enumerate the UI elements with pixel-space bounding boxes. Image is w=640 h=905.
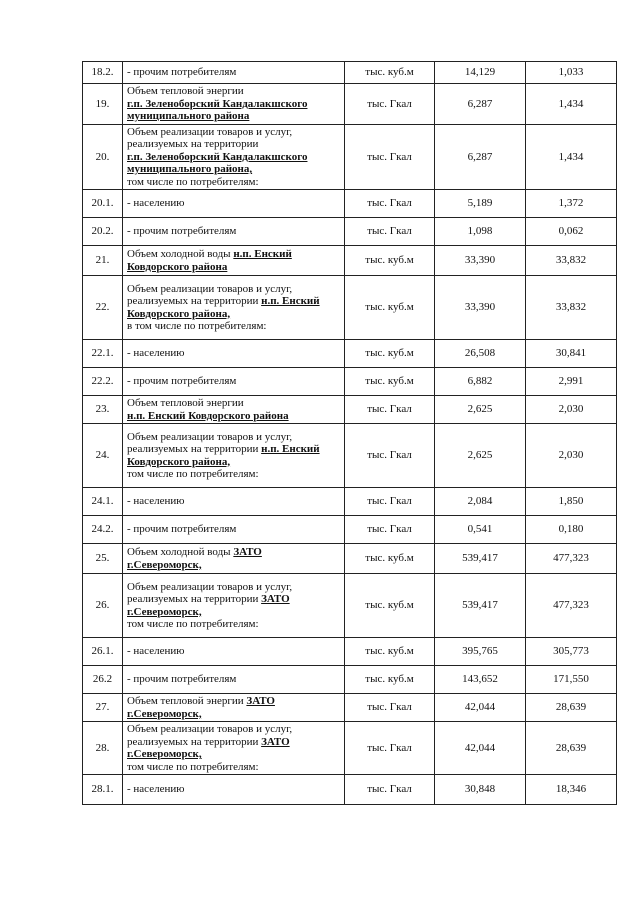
description-line [127, 375, 340, 388]
description-line [127, 85, 340, 98]
territory-name: н.п. Енский [233, 248, 292, 260]
value-cell-1: 42,044 [435, 722, 526, 775]
description-line [127, 431, 340, 444]
value-cell-1: 5,189 [435, 190, 526, 218]
description-line [127, 397, 340, 410]
unit-cell: тыс. куб.м [345, 666, 435, 694]
row-description [123, 722, 345, 775]
row-number: 26.1. [83, 638, 123, 666]
row-description [123, 488, 345, 516]
value-cell-2: 305,773 [526, 638, 617, 666]
row-number: 24.1. [83, 488, 123, 516]
row-number: 22. [83, 276, 123, 340]
description-text: Объем реализации товаров и услуг, [127, 125, 293, 138]
row-description [123, 246, 345, 276]
description-text: Объем реализации товаров и услуг, [127, 580, 293, 593]
description-line [127, 456, 340, 469]
unit-cell: тыс. Гкал [345, 396, 435, 424]
value-cell-2: 33,832 [526, 276, 617, 340]
row-number: 20. [83, 124, 123, 190]
description-line [127, 761, 340, 774]
table-row [83, 276, 617, 340]
row-description [123, 574, 345, 638]
territory-name: г.п. Зеленоборский Кандалакшского [127, 150, 308, 163]
value-cell-2: 1,434 [526, 84, 617, 125]
unit-cell: тыс. Гкал [345, 775, 435, 805]
row-description [123, 218, 345, 246]
row-number: 22.1. [83, 340, 123, 368]
territory-name: ЗАТО [261, 735, 290, 748]
description-text: реализуемых на территории [127, 443, 262, 455]
table-row [83, 62, 617, 84]
description-line [127, 225, 340, 238]
description-line [127, 581, 340, 594]
territory-name: н.п. Енский [261, 443, 320, 455]
description-line [127, 695, 340, 708]
description-line [127, 295, 340, 308]
description-line [127, 283, 340, 296]
territory-name: г.Североморск, [127, 707, 202, 720]
value-cell-2: 30,841 [526, 340, 617, 368]
territory-name: Ковдорского района, [127, 455, 231, 468]
description-text: Объем тепловой энергии [127, 397, 244, 409]
row-description [123, 340, 345, 368]
description-text: Объем реализации товаров и услуг, [127, 723, 293, 735]
row-description [123, 84, 345, 125]
territory-name: г.Североморск, [127, 748, 202, 760]
description-text: Объем реализации товаров и услуг, [127, 282, 293, 295]
value-cell-1: 26,508 [435, 340, 526, 368]
description-text: Объем реализации товаров и услуг, [127, 430, 293, 443]
table-row [83, 424, 617, 488]
row-number: 18.2. [83, 62, 123, 84]
table-body [83, 62, 617, 805]
row-description [123, 424, 345, 488]
value-cell-2: 477,323 [526, 574, 617, 638]
row-number: 20.2. [83, 218, 123, 246]
description-text: том числе по потребителям: [127, 468, 259, 480]
territory-name: н.п. Енский Ковдорского района [127, 409, 289, 422]
description-text: - прочим потребителям [127, 523, 237, 536]
table-row [83, 340, 617, 368]
description-text: - населению [127, 197, 185, 210]
description-text: - населению [127, 347, 185, 360]
value-cell-2: 28,639 [526, 722, 617, 775]
territory-name: Ковдорского района [127, 260, 228, 273]
table-row [83, 218, 617, 246]
description-text: реализуемых на территории [127, 593, 262, 605]
description-line [127, 176, 340, 189]
value-cell-2: 28,639 [526, 694, 617, 722]
value-cell-1: 1,098 [435, 218, 526, 246]
unit-cell: тыс. Гкал [345, 190, 435, 218]
row-description [123, 276, 345, 340]
unit-cell: тыс. куб.м [345, 246, 435, 276]
row-description [123, 694, 345, 722]
territory-name: г.Североморск, [127, 605, 202, 618]
description-line [127, 163, 340, 176]
row-number: 27. [83, 694, 123, 722]
unit-cell: тыс. Гкал [345, 722, 435, 775]
description-text: Объем холодной воды [127, 248, 234, 260]
table-row [83, 246, 617, 276]
table-row [83, 722, 617, 775]
description-text: - прочим потребителям [127, 375, 237, 388]
unit-cell: тыс. куб.м [345, 368, 435, 396]
description-text: в том числе по потребителям: [127, 320, 267, 332]
table-row [83, 544, 617, 574]
description-line [127, 673, 340, 686]
row-description [123, 544, 345, 574]
row-number: 28. [83, 722, 123, 775]
value-cell-1: 0,541 [435, 516, 526, 544]
unit-cell: тыс. куб.м [345, 340, 435, 368]
table-row [83, 638, 617, 666]
description-text: Объем тепловой энергии [127, 695, 247, 707]
row-number: 22.2. [83, 368, 123, 396]
value-cell-2: 477,323 [526, 544, 617, 574]
value-cell-1: 395,765 [435, 638, 526, 666]
unit-cell: тыс. Гкал [345, 516, 435, 544]
description-line [127, 261, 340, 274]
description-line [127, 66, 340, 79]
description-text: - прочим потребителям [127, 66, 237, 79]
row-number: 19. [83, 84, 123, 125]
unit-cell: тыс. Гкал [345, 424, 435, 488]
territory-name: ЗАТО [246, 695, 275, 707]
description-line [127, 347, 340, 360]
description-line [127, 748, 340, 761]
value-cell-2: 1,434 [526, 124, 617, 190]
description-line [127, 523, 340, 536]
value-cell-1: 30,848 [435, 775, 526, 805]
value-cell-2: 171,550 [526, 666, 617, 694]
description-line [127, 126, 340, 139]
value-cell-2: 2,030 [526, 396, 617, 424]
table-row [83, 368, 617, 396]
unit-cell: тыс. куб.м [345, 62, 435, 84]
territory-name: Ковдорского района, [127, 307, 231, 320]
unit-cell: тыс. Гкал [345, 694, 435, 722]
value-cell-2: 2,991 [526, 368, 617, 396]
data-table [82, 61, 617, 805]
value-cell-1: 6,287 [435, 124, 526, 190]
row-description [123, 368, 345, 396]
territory-name: н.п. Енский [261, 295, 320, 307]
unit-cell: тыс. Гкал [345, 488, 435, 516]
unit-cell: тыс. куб.м [345, 544, 435, 574]
row-number: 20.1. [83, 190, 123, 218]
value-cell-2: 0,180 [526, 516, 617, 544]
value-cell-1: 2,625 [435, 424, 526, 488]
description-text: - населению [127, 495, 185, 508]
description-text: Объем холодной воды [127, 546, 234, 558]
description-line [127, 468, 340, 481]
value-cell-1: 6,882 [435, 368, 526, 396]
table-row [83, 190, 617, 218]
row-description [123, 124, 345, 190]
description-text: - прочим потребителям [127, 673, 237, 686]
description-line [127, 495, 340, 508]
value-cell-1: 2,084 [435, 488, 526, 516]
description-line [127, 138, 340, 151]
table-row [83, 574, 617, 638]
row-description [123, 666, 345, 694]
value-cell-2: 18,346 [526, 775, 617, 805]
description-line [127, 618, 340, 631]
row-number: 25. [83, 544, 123, 574]
description-text: Объем тепловой энергии [127, 85, 244, 97]
description-line [127, 559, 340, 572]
description-text: - населению [127, 783, 185, 796]
description-line [127, 708, 340, 721]
value-cell-1: 2,625 [435, 396, 526, 424]
description-line [127, 606, 340, 619]
table-row [83, 694, 617, 722]
value-cell-1: 33,390 [435, 276, 526, 340]
territory-name: г.Североморск, [127, 558, 202, 571]
unit-cell: тыс. Гкал [345, 84, 435, 125]
row-description [123, 516, 345, 544]
description-text: - прочим потребителям [127, 225, 237, 238]
table-row [83, 124, 617, 190]
territory-name: муниципального района, [127, 163, 253, 175]
description-text: том числе по потребителям: [127, 175, 259, 188]
description-line [127, 546, 340, 559]
value-cell-2: 1,850 [526, 488, 617, 516]
territory-name: ЗАТО [233, 546, 262, 558]
table-row [83, 666, 617, 694]
value-cell-1: 14,129 [435, 62, 526, 84]
table-row [83, 396, 617, 424]
description-line [127, 320, 340, 333]
value-cell-1: 42,044 [435, 694, 526, 722]
row-number: 28.1. [83, 775, 123, 805]
unit-cell: тыс. куб.м [345, 276, 435, 340]
value-cell-1: 143,652 [435, 666, 526, 694]
value-cell-2: 1,372 [526, 190, 617, 218]
value-cell-1: 33,390 [435, 246, 526, 276]
description-text: реализуемых на территории [127, 735, 262, 748]
description-text: - населению [127, 645, 185, 658]
value-cell-2: 0,062 [526, 218, 617, 246]
row-description [123, 396, 345, 424]
table-row [83, 516, 617, 544]
description-text: том числе по потребителям: [127, 618, 259, 630]
value-cell-2: 1,033 [526, 62, 617, 84]
description-line [127, 410, 340, 423]
description-line [127, 593, 340, 606]
row-description [123, 638, 345, 666]
description-line [127, 443, 340, 456]
row-number: 24.2. [83, 516, 123, 544]
description-text: реализуемых на территории [127, 138, 259, 150]
row-number: 23. [83, 396, 123, 424]
unit-cell: тыс. куб.м [345, 574, 435, 638]
table-row [83, 488, 617, 516]
description-text: реализуемых на территории [127, 295, 262, 307]
row-number: 26. [83, 574, 123, 638]
territory-name: г.п. Зеленоборский Кандалакшского [127, 97, 308, 110]
description-line [127, 308, 340, 321]
row-number: 24. [83, 424, 123, 488]
value-cell-1: 539,417 [435, 544, 526, 574]
row-description [123, 62, 345, 84]
unit-cell: тыс. Гкал [345, 218, 435, 246]
territory-name: ЗАТО [261, 593, 290, 605]
description-line [127, 110, 340, 123]
description-line [127, 151, 340, 164]
description-line [127, 645, 340, 658]
row-description [123, 190, 345, 218]
description-line [127, 248, 340, 261]
description-line [127, 98, 340, 111]
unit-cell: тыс. куб.м [345, 638, 435, 666]
value-cell-1: 6,287 [435, 84, 526, 125]
description-line [127, 197, 340, 210]
description-line [127, 783, 340, 796]
territory-name: муниципального района [127, 110, 250, 122]
table-row [83, 84, 617, 125]
value-cell-2: 33,832 [526, 246, 617, 276]
description-line [127, 723, 340, 736]
value-cell-2: 2,030 [526, 424, 617, 488]
description-text: том числе по потребителям: [127, 760, 259, 773]
unit-cell: тыс. Гкал [345, 124, 435, 190]
description-line [127, 736, 340, 749]
table-row [83, 775, 617, 805]
row-number: 26.2 [83, 666, 123, 694]
value-cell-1: 539,417 [435, 574, 526, 638]
row-description [123, 775, 345, 805]
row-number: 21. [83, 246, 123, 276]
